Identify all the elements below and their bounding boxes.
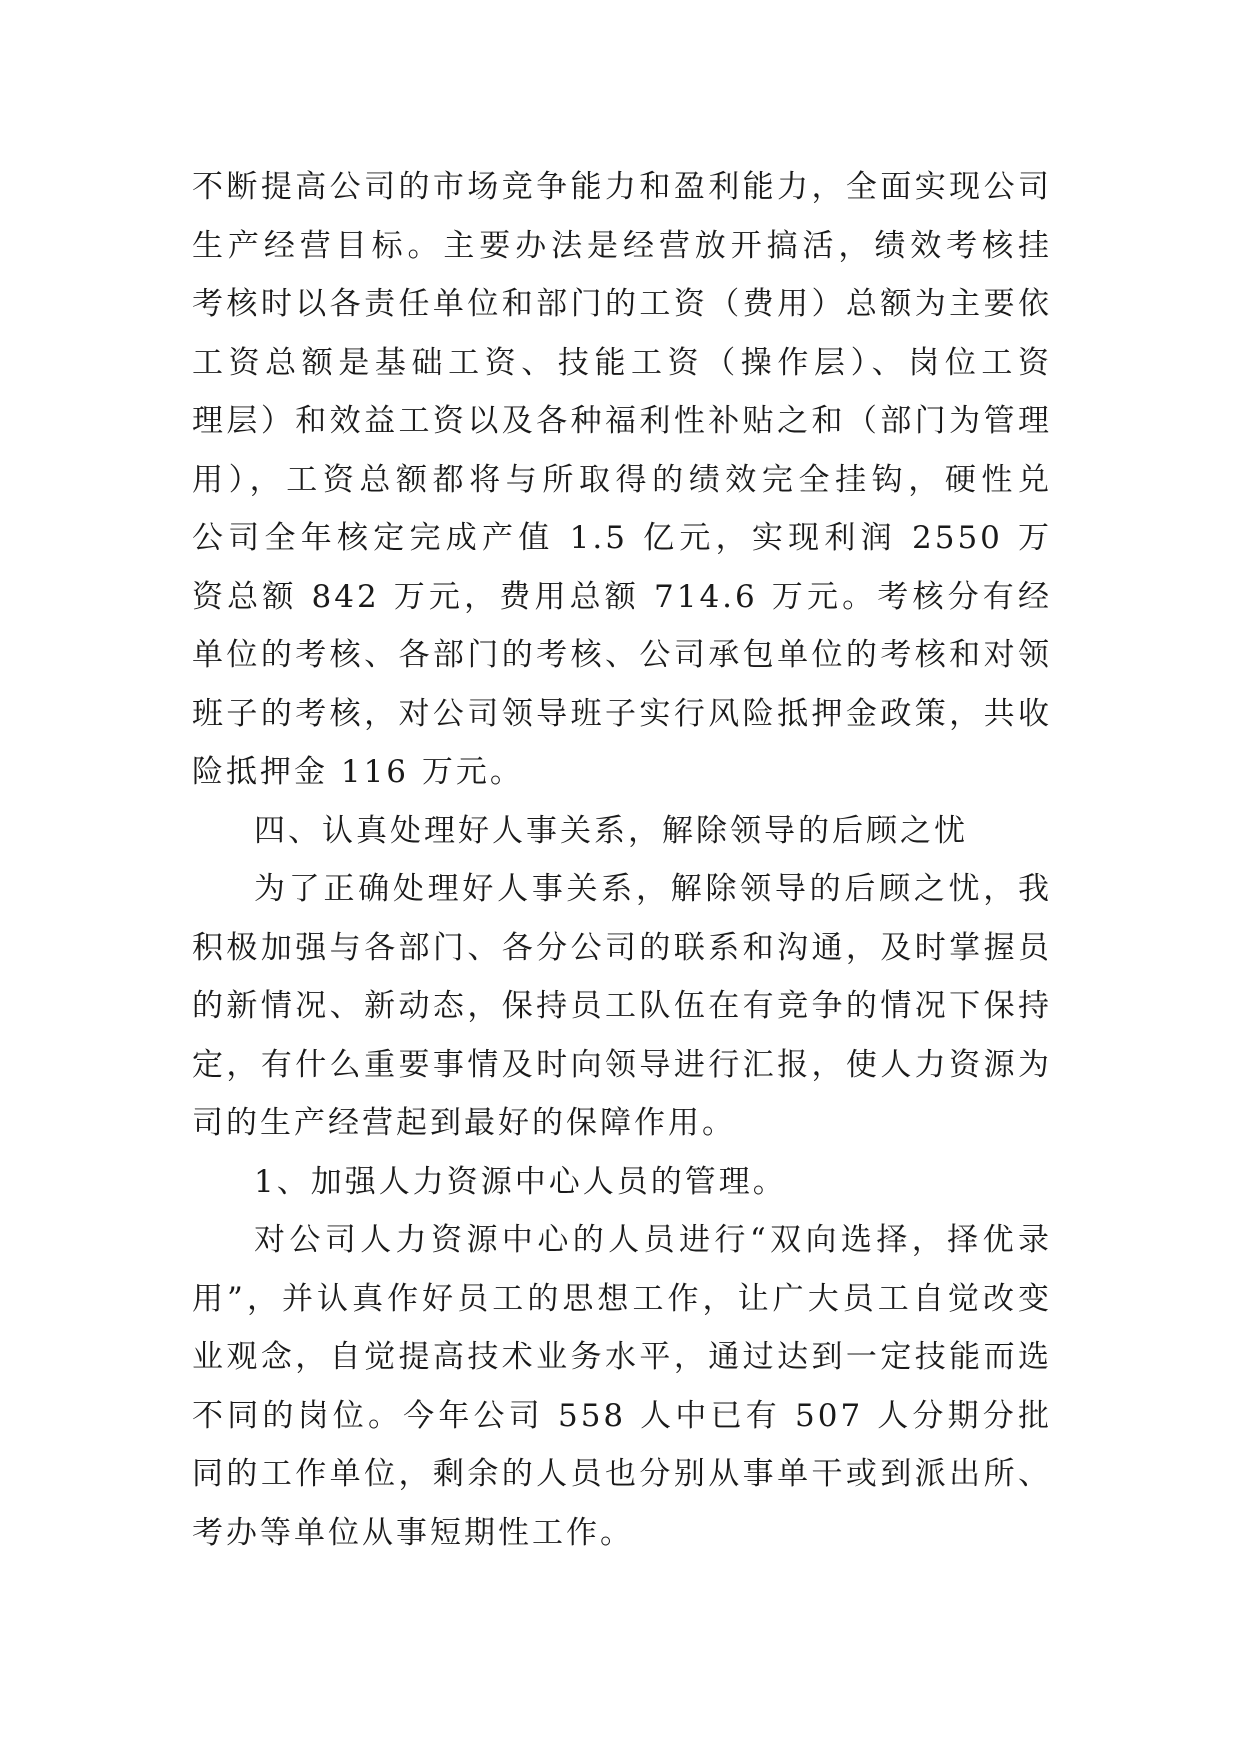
- text-line: 班子的考核，对公司领导班子实行风险抵押金政策，共收: [192, 695, 1052, 732]
- text-line: 理层）和效益工资以及各种福利性补贴之和（部门为管理: [192, 403, 1052, 439]
- text-line: 定，有什么重要事情及时向领导进行汇报，使人力资源为: [192, 1046, 1052, 1083]
- text-line: 同的工作单位，剩余的人员也分别从事单干或到派出所、: [192, 1456, 1052, 1492]
- text-line: 用），工资总额都将与所取得的绩效完全挂钩，硬性兑: [192, 461, 1052, 498]
- text-line: 考办等单位从事短期性工作。: [192, 1514, 634, 1551]
- text-line: 生产经营目标。主要办法是经营放开搞活，绩效考核挂: [192, 227, 1052, 264]
- section-heading: 四、认真处理好人事关系，解除领导的后顾之忧: [254, 812, 968, 849]
- text-line: 公司全年核定完成产值 1.5 亿元，实现利润 2550 万: [192, 520, 1052, 556]
- subsection-heading: 1、加强人力资源中心人员的管理。: [254, 1163, 787, 1200]
- text-line: 资总额 842 万元，费用总额 714.6 万元。考核分有经: [192, 578, 1052, 615]
- text-line: 不断提高公司的市场竞争能力和盈利能力，全面实现公司: [192, 169, 1052, 205]
- text-line: 不同的岗位。今年公司 558 人中已有 507 人分期分批: [192, 1397, 1052, 1434]
- text-line: 考核时以各责任单位和部门的工资（费用）总额为主要依: [192, 286, 1052, 322]
- text-line: 积极加强与各部门、各分公司的联系和沟通，及时掌握员: [192, 929, 1052, 966]
- text-line: 用”，并认真作好员工的思想工作，让广大员工自觉改变: [192, 1280, 1052, 1317]
- document-body: [192, 158, 1052, 1562]
- text-line: 的新情况、新动态，保持员工队伍在有竞争的情况下保持: [192, 988, 1052, 1024]
- text-line: 单位的考核、各部门的考核、公司承包单位的考核和对领: [192, 637, 1052, 673]
- text-line: 司的生产经营起到最好的保障作用。: [192, 1105, 736, 1141]
- text-line: 对公司人力资源中心的人员进行“双向选择，择优录: [254, 1222, 1052, 1258]
- text-line: 工资总额是基础工资、技能工资（操作层）、岗位工资: [192, 344, 1052, 381]
- text-line: 为了正确处理好人事关系，解除领导的后顾之忧，我: [254, 871, 1052, 907]
- text-line: 业观念，自觉提高技术业务水平，通过达到一定技能而选: [192, 1339, 1052, 1375]
- text-line: 险抵押金 116 万元。: [192, 754, 524, 790]
